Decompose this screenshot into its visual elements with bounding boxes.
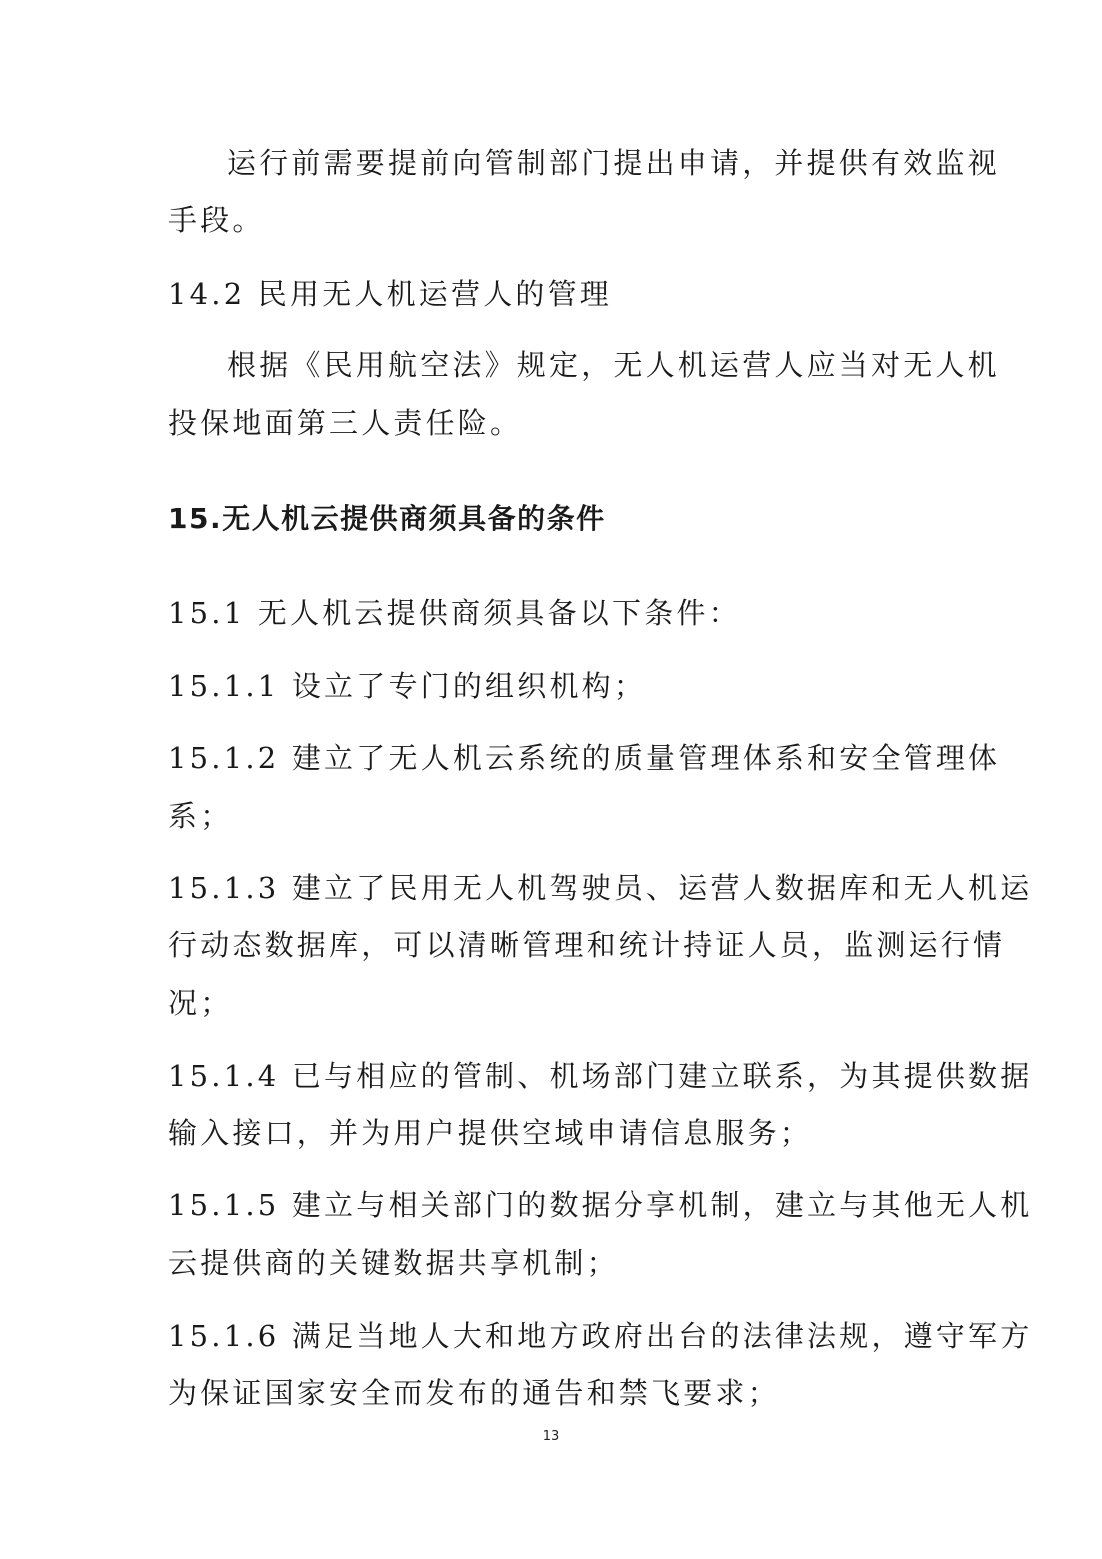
clause-line: 15.1 无人机云提供商须具备以下条件： [168, 596, 741, 630]
clause-line: 行动态数据库，可以清晰管理和统计持证人员，监测运行情 [168, 928, 1006, 962]
clause-line: 15.1.6 满足当地人大和地方政府出台的法律法规，遵守军方 [168, 1319, 1033, 1353]
clause-line: 况； [168, 986, 233, 1020]
clause-line: 系； [168, 799, 233, 833]
clause-line: 15.1.1 设立了专门的组织机构； [168, 669, 647, 703]
clause-line: 15.1.4 已与相应的管制、机场部门建立联系，为其提供数据 [168, 1059, 1033, 1093]
clause-line: 15.1.2 建立了无人机云系统的质量管理体系和安全管理体 [168, 741, 1001, 775]
paragraph-line: 运行前需要提前向管制部门提出申请，并提供有效监视 [227, 146, 1000, 180]
paragraph-line: 手段。 [168, 203, 265, 237]
paragraph-line: 投保地面第三人责任险。 [168, 406, 523, 440]
clause-line: 输入接口，并为用户提供空域申请信息服务； [168, 1116, 813, 1150]
section-heading: 15.无人机云提供商须具备的条件 [168, 502, 606, 535]
clause-line: 云提供商的关键数据共享机制； [168, 1246, 619, 1280]
subsection-title: 14.2 民用无人机运营人的管理 [168, 277, 612, 311]
clause-line: 为保证国家安全而发布的通告和禁飞要求； [168, 1376, 780, 1410]
paragraph-line: 根据《民用航空法》规定，无人机运营人应当对无人机 [227, 348, 1000, 382]
page-number: 13 [542, 1429, 560, 1444]
clause-line: 15.1.5 建立与相关部门的数据分享机制，建立与其他无人机 [168, 1188, 1033, 1222]
clause-line: 15.1.3 建立了民用无人机驾驶员、运营人数据库和无人机运 [168, 871, 1033, 905]
